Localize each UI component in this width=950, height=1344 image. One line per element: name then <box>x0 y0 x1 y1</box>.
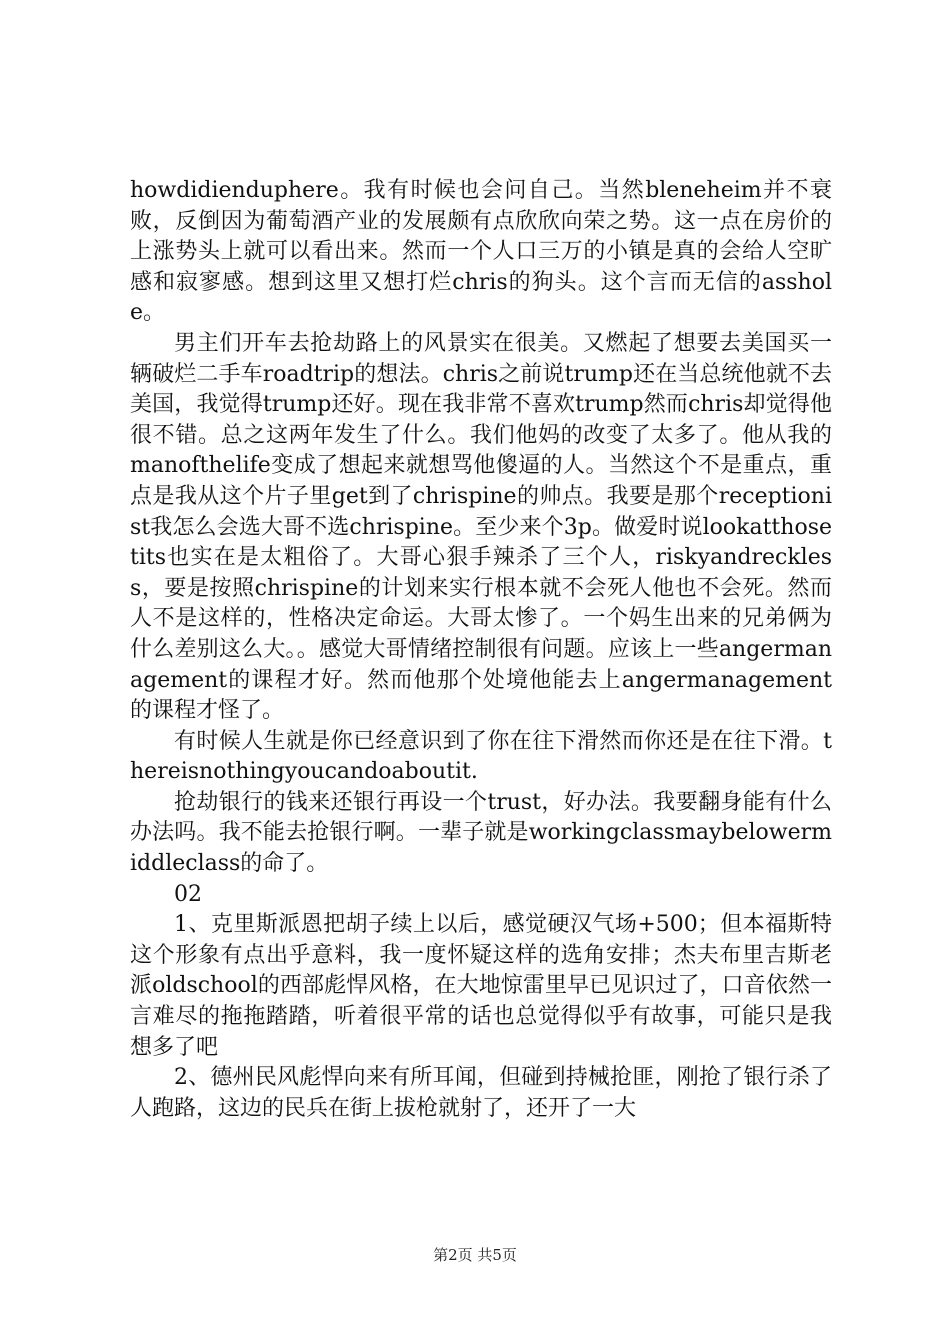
document-body <box>130 176 832 1124</box>
page-footer: 第2页 共5页 <box>433 1246 517 1264</box>
section-paragraph-2: 2、德州民风彪悍向来有所耳闻，但碰到持械抢匪，刚抢了银行杀了人跑路，这边的民兵在街上拔枪就射了，还开了一大 <box>130 1065 832 1121</box>
section-paragraph-1: 1、克里斯派恩把胡子续上以后，感觉硬汉气场+500；但本福斯特这个形象有点出乎意料，我一度怀疑这样的选角安排；杰夫布里吉斯老派oldschool的西部彪悍风格，在大地惊雷里早已见识过了，口音依然一言难尽的拖拖踏踏，听着很平常的话也总觉得似乎有故事，可能只是我想多了吧 <box>130 912 832 1060</box>
paragraph-1: howdidienduphere。我有时候也会问自己。当然bleneheim并不衰败，反倒因为葡萄酒产业的发展颇有点欣欣向荣之势。这一点在房价的上涨势头上就可以看出来。然而一个人口三万的小镇是真的会给人空旷感和寂寥感。想到这里又想打烂chris的狗头。这个言而无信的asshole。 <box>130 178 832 326</box>
paragraph-3: 有时候人生就是你已经意识到了你在往下滑然而你还是在往下滑。thereisnothingyoucandoaboutit. <box>130 728 832 785</box>
paragraph-2: 男主们开车去抢劫路上的风景实在很美。又燃起了想要去美国买一辆破烂二手车roadtrip的想法。chris之前说trump还在当总统他就不去美国，我觉得trump还好。现在我非常不喜欢trump然而chris却觉得他很不错。总之这两年发生了什么。我们他妈的改变了太多了。他从我的manofthelife变成了想起来就想骂他傻逼的人。当然这个不是重点，重点是我从这个片子里get到了chrispine的帅点。我要是那个receptionist我怎么会选大哥不选chrispine。至少来个3p。做爱时说lookatthosetits也实在是太粗俗了。大哥心狠手辣杀了三个人，riskyandreckless，要是按照chrispine的计划来实行根本就不会死人他也不会死。然而人不是这样的，性格决定命运。大哥太惨了。一个妈生出来的兄弟俩为什么差别这么大。。感觉大哥情绪控制很有问题。应该上一些angermanagement的课程才好。然而他那个处境他能去上angermanagement的课程才怪了。 <box>130 330 832 724</box>
paragraph-4: 抢劫银行的钱来还银行再设一个trust，好办法。我要翻身能有什么办法吗。我不能去抢银行啊。一辈子就是workingclassmaybelowermiddleclass的命了。 <box>130 789 832 877</box>
section-heading: 02 <box>174 881 202 907</box>
